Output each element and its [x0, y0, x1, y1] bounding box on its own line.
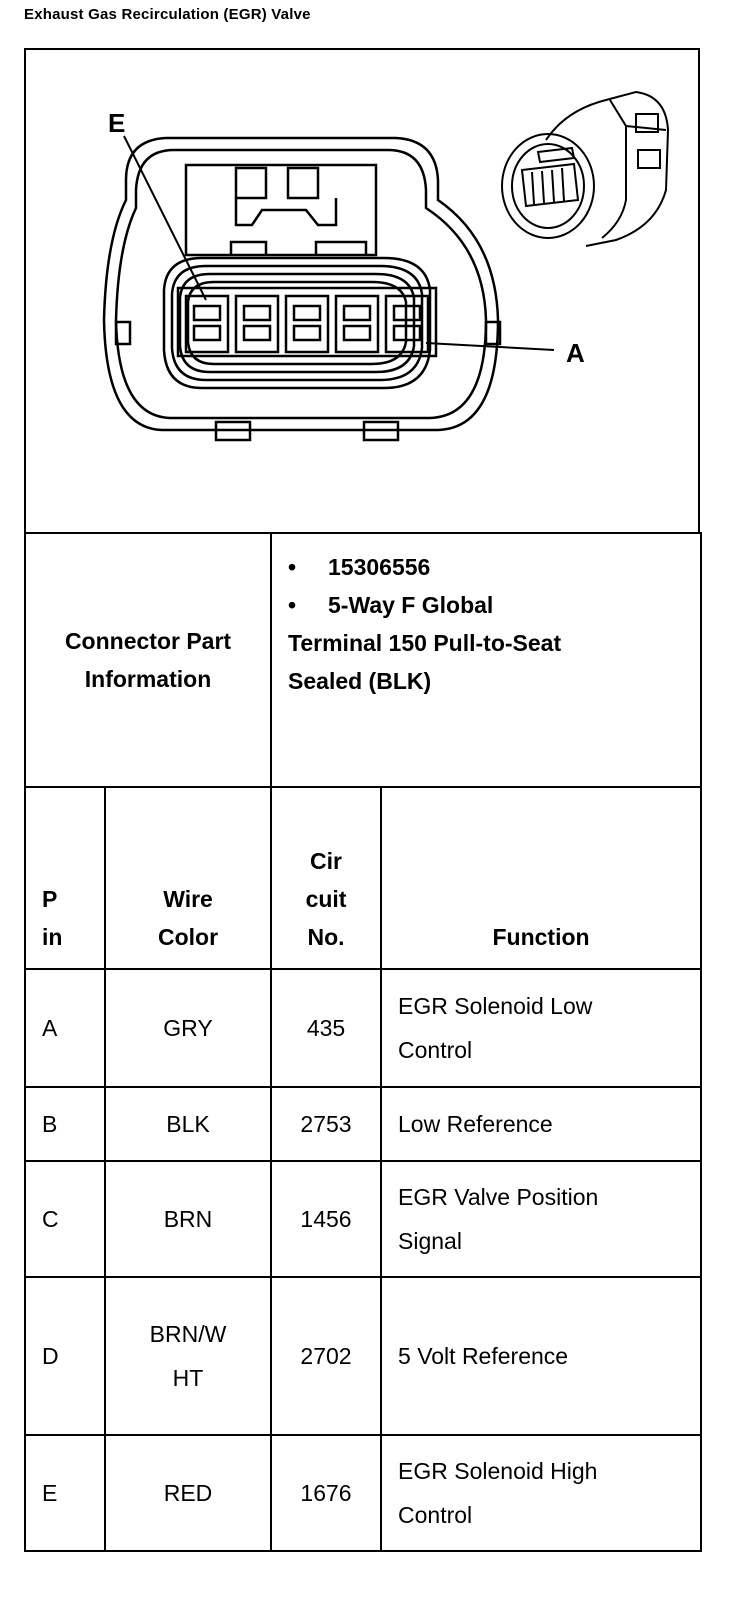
wire-color-cell: BRN	[105, 1161, 271, 1277]
connector-type: • 5-Way F Global	[288, 586, 700, 624]
pinout-table	[24, 532, 702, 1552]
header-pin: P in	[25, 787, 105, 969]
wire-color-cell: BLK	[105, 1087, 271, 1161]
terminal-info-2: Sealed (BLK)	[288, 668, 432, 694]
pin-a-callout: A	[566, 338, 585, 368]
connector-document	[24, 48, 698, 1608]
header-function: Function	[381, 787, 701, 969]
function-cell: EGR Solenoid High Control	[381, 1435, 701, 1551]
terminal-info-1: Terminal 150 Pull-to-Seat	[288, 630, 562, 656]
part-number-list	[288, 534, 700, 624]
wire-color-cell: GRY	[105, 969, 271, 1087]
connector-info-label: Connector Part Information	[25, 533, 271, 787]
pin-e-callout: E	[108, 108, 126, 138]
table-row	[25, 1435, 701, 1551]
header-wire-color: Wire Color	[105, 787, 271, 969]
pin-cell: E	[25, 1435, 105, 1551]
pin-cell: D	[25, 1277, 105, 1435]
wire-color-cell: RED	[105, 1435, 271, 1551]
circuit-cell: 2753	[271, 1087, 381, 1161]
circuit-cell: 1456	[271, 1161, 381, 1277]
wire-color-cell: BRN/W HT	[105, 1277, 271, 1435]
connector-face-drawing	[26, 50, 698, 534]
pin-cell: C	[25, 1161, 105, 1277]
function-cell: 5 Volt Reference	[381, 1277, 701, 1435]
circuit-cell: 2702	[271, 1277, 381, 1435]
table-row	[25, 969, 701, 1087]
circuit-cell: 435	[271, 969, 381, 1087]
function-cell: Low Reference	[381, 1087, 701, 1161]
header-row	[25, 787, 701, 969]
connector-figure	[24, 48, 700, 534]
part-number: • 15306556	[288, 548, 700, 586]
circuit-cell: 1676	[271, 1435, 381, 1551]
function-cell: EGR Valve Position Signal	[381, 1161, 701, 1277]
table-row	[25, 1087, 701, 1161]
connector-info-row	[25, 533, 701, 787]
table-row	[25, 1277, 701, 1435]
pin-cell: B	[25, 1087, 105, 1161]
pin-cell: A	[25, 969, 105, 1087]
header-circuit-no: Cir cuit No.	[271, 787, 381, 969]
function-cell: EGR Solenoid Low Control	[381, 969, 701, 1087]
page-title: Exhaust Gas Recirculation (EGR) Valve	[24, 6, 311, 23]
connector-info-value	[271, 533, 701, 787]
table-row	[25, 1161, 701, 1277]
